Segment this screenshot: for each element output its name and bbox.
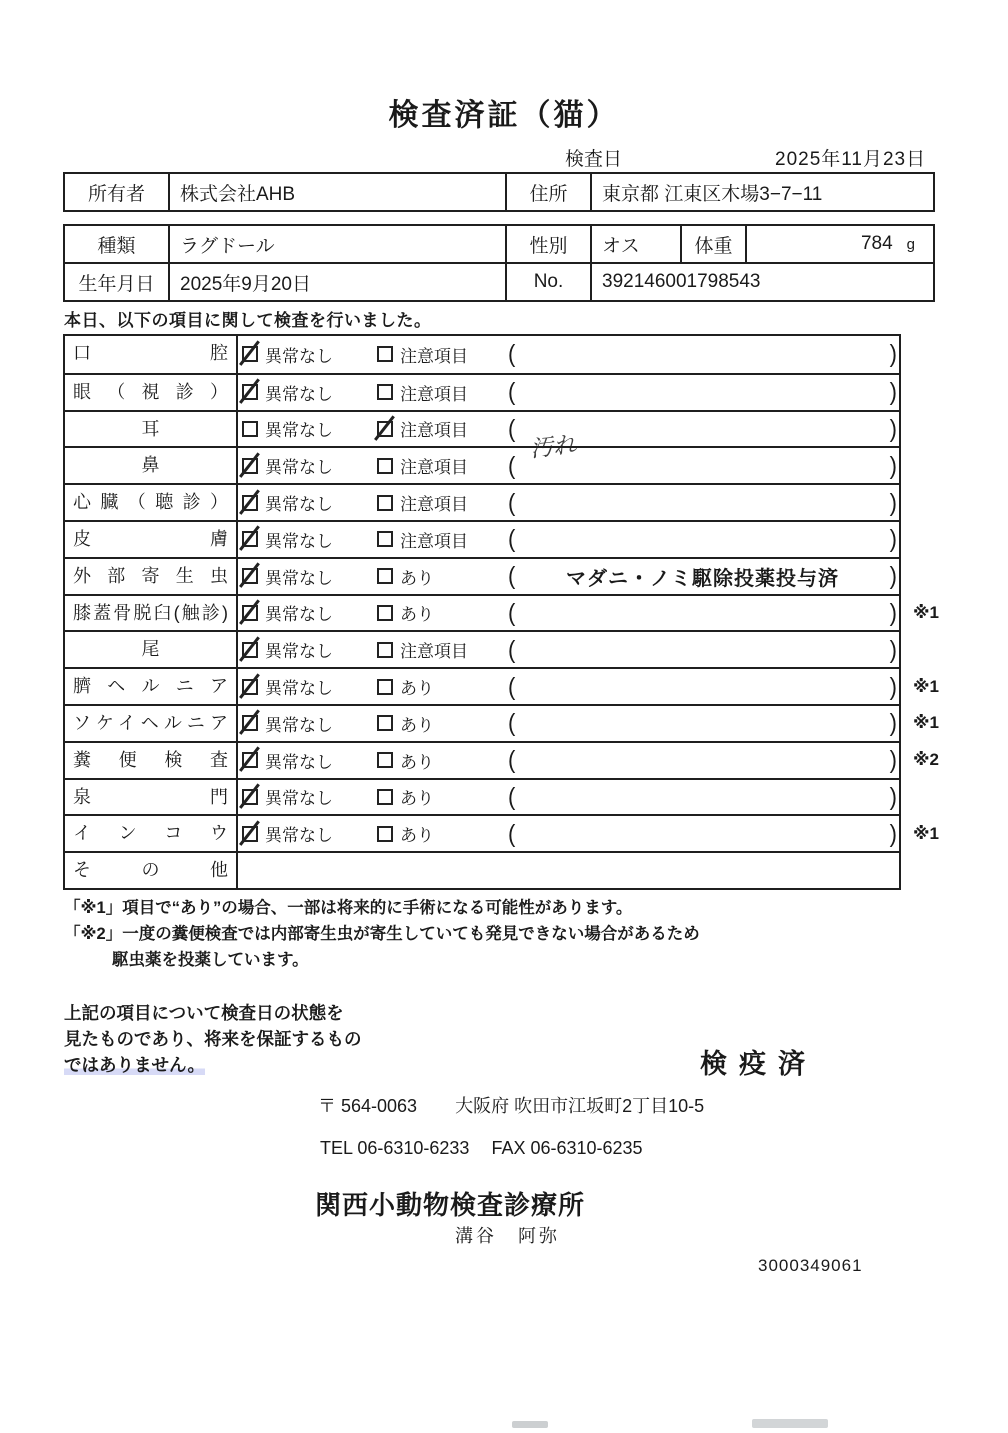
no-abnormality-group	[238, 380, 373, 405]
inspection-row	[65, 483, 899, 520]
attention-label: 注意項目	[400, 346, 468, 366]
breed-value: ラグドール	[170, 226, 507, 262]
finding-paren	[508, 634, 899, 664]
intro-text: 本日、以下の項目に関して検査を行いました。	[64, 311, 432, 330]
no-abnormality-group	[238, 416, 373, 441]
no-abnormality-group	[238, 711, 373, 736]
no-abnormality-group	[238, 527, 373, 552]
paren-close: )	[889, 782, 897, 811]
inspection-row	[65, 667, 939, 704]
attention-group	[373, 821, 508, 846]
no-abnormality-group	[238, 674, 373, 699]
paren-close: )	[889, 524, 897, 554]
attention-checkbox	[377, 568, 393, 584]
inspection-date-value: 2025年11月23日	[775, 149, 927, 170]
no-abnormality-label: 異常なし	[265, 789, 333, 809]
attention-checkbox	[377, 642, 393, 658]
breed-label: 種類	[65, 226, 170, 262]
inspection-row	[65, 410, 899, 464]
attention-group	[373, 490, 508, 515]
inspection-row	[65, 336, 899, 373]
attention-group	[373, 380, 508, 405]
no-abnormality-checkbox	[242, 752, 258, 768]
inspection-item-label: その他	[65, 853, 238, 888]
inspection-item-content	[238, 485, 899, 520]
attention-checkbox	[377, 346, 393, 362]
attention-label: 注意項目	[400, 458, 468, 478]
inspection-item-content	[238, 669, 899, 704]
finding-paren	[508, 671, 899, 701]
paren-close: )	[889, 708, 897, 738]
paren-close: )	[889, 377, 897, 406]
no-label: No.	[507, 264, 592, 300]
owner-label: 所有者	[65, 174, 170, 210]
weight-unit: g	[906, 235, 915, 253]
disclaimer-text	[64, 1000, 362, 1078]
inspection-item-content	[238, 780, 899, 815]
inspection-item-label: 糞便検査	[65, 743, 238, 778]
inspection-row	[65, 446, 899, 483]
paren-open: (	[508, 524, 516, 554]
finding-paren	[508, 562, 899, 591]
no-abnormality-label: 異常なし	[265, 826, 333, 846]
paren-close: )	[889, 598, 897, 627]
clinic-address: 大阪府 吹田市江坂町2丁目10-5	[455, 1096, 705, 1116]
finding-paren	[508, 412, 899, 464]
no-abnormality-checkbox	[242, 679, 258, 695]
paren-open: (	[508, 487, 516, 517]
finding-paren	[508, 818, 899, 848]
no-abnormality-checkbox	[242, 421, 258, 437]
paren-close: )	[889, 818, 897, 848]
sex-value: オス	[592, 226, 682, 262]
no-abnormality-checkbox	[242, 642, 258, 658]
paren-close: )	[889, 634, 897, 664]
inspection-item-label: ソケイヘルニア	[65, 706, 238, 741]
attention-label: 注意項目	[400, 642, 468, 662]
inspection-item-label: 心臓（聴診）	[65, 485, 238, 520]
paren-close: )	[889, 487, 897, 517]
no-abnormality-checkbox	[242, 495, 258, 511]
paren-open: (	[508, 339, 516, 369]
attention-checkbox	[377, 826, 393, 842]
owner-name: 株式会社AHB	[170, 174, 507, 210]
finding-value: 汚れ	[529, 432, 578, 464]
no-abnormality-group	[238, 600, 373, 625]
scan-artifact	[512, 1421, 548, 1428]
attention-group	[373, 416, 508, 441]
paren-close: )	[889, 745, 897, 774]
fax-number: FAX 06-6310-6235	[491, 1138, 643, 1158]
disclaimer-line-1: 上記の項目について検査日の状態を	[64, 1003, 344, 1023]
row-note: ※1	[913, 602, 939, 622]
weight-label: 体重	[682, 226, 747, 262]
attention-group	[373, 674, 508, 699]
no-abnormality-label: 異常なし	[265, 495, 333, 515]
no-abnormality-label: 異常なし	[265, 679, 333, 699]
inspection-row	[65, 557, 899, 594]
attention-group	[373, 527, 508, 552]
paren-open: (	[508, 782, 516, 811]
clinic-address-line	[318, 1092, 704, 1118]
attention-checkbox	[377, 679, 393, 695]
inspection-row	[65, 814, 939, 851]
weight-cell	[747, 226, 933, 262]
paren-open: (	[508, 377, 516, 406]
attention-checkbox	[377, 752, 393, 768]
no-abnormality-group	[238, 784, 373, 809]
no-abnormality-checkbox	[242, 458, 258, 474]
inspection-row	[65, 520, 899, 557]
no-abnormality-label: 異常なし	[265, 458, 333, 478]
inspection-row	[65, 630, 899, 667]
inspection-item-content	[238, 743, 899, 778]
inspection-row	[65, 594, 939, 631]
finding-paren	[508, 600, 899, 626]
clinic-name: 関西小動物検査診療所	[315, 1190, 586, 1220]
finding-paren	[508, 526, 899, 552]
paren-open: (	[508, 745, 516, 774]
tel-number: TEL 06-6310-6233	[320, 1138, 470, 1158]
inspection-row	[65, 741, 939, 778]
inspection-row	[65, 704, 939, 741]
inspection-item-content	[238, 412, 899, 464]
no-abnormality-checkbox	[242, 715, 258, 731]
postal-code: 〒 564-0063	[318, 1096, 418, 1116]
row-note: ※2	[913, 750, 939, 770]
inspection-item-content	[238, 632, 899, 667]
no-abnormality-label: 異常なし	[265, 421, 333, 441]
pet-row-2	[65, 262, 933, 300]
inspection-item-label: 皮膚	[65, 522, 238, 557]
inspection-item-content	[238, 336, 899, 373]
attention-group	[373, 600, 508, 625]
inspection-item-label: 尾	[65, 632, 238, 667]
no-abnormality-group	[238, 564, 373, 589]
inspection-row	[65, 851, 899, 888]
no-abnormality-group	[238, 637, 373, 662]
inspection-item-label: 眼（視診）	[65, 375, 238, 410]
no-abnormality-label: 異常なし	[265, 346, 333, 366]
attention-group	[373, 784, 508, 809]
weight-value: 784	[860, 233, 893, 254]
inspection-item-content	[238, 706, 899, 741]
owner-address-label: 住所	[507, 174, 592, 210]
birth-label: 生年月日	[65, 264, 170, 300]
paren-open: (	[508, 450, 516, 480]
attention-label: あり	[400, 789, 434, 809]
attention-checkbox	[377, 495, 393, 511]
no-abnormality-label: 異常なし	[265, 384, 333, 404]
attention-checkbox	[377, 458, 393, 474]
paren-open: (	[508, 708, 516, 738]
owner-address: 東京都 江東区木場3−7−11	[602, 183, 823, 205]
attention-label: あり	[400, 715, 434, 735]
pet-table	[63, 224, 935, 302]
paren-close: )	[889, 414, 897, 443]
attention-checkbox	[377, 715, 393, 731]
no-abnormality-label: 異常なし	[265, 568, 333, 588]
paren-close: )	[889, 671, 897, 701]
attention-label: 注意項目	[400, 421, 468, 441]
attention-label: あり	[400, 679, 434, 699]
inspection-item-content	[238, 559, 899, 594]
attention-label: あり	[400, 605, 434, 625]
attention-label: あり	[400, 752, 434, 772]
birth-value: 2025年9月20日	[170, 264, 507, 300]
no-abnormality-group	[238, 748, 373, 773]
inspection-item-label: 泉門	[65, 780, 238, 815]
no-abnormality-label: 異常なし	[265, 642, 333, 662]
scan-artifact	[752, 1419, 828, 1428]
no-abnormality-group	[238, 821, 373, 846]
inspection-item-content	[238, 816, 899, 851]
examiner-name: 溝谷 阿弥	[455, 1226, 560, 1246]
inspection-item-label: 臍ヘルニア	[65, 669, 238, 704]
disclaimer-line-2: 見たものであり、将来を保証するもの	[64, 1029, 362, 1049]
paren-open: (	[508, 634, 516, 664]
page-title: 検査済証（猫）	[388, 99, 620, 132]
inspection-date-label: 検査日	[565, 149, 623, 170]
owner-row	[65, 174, 933, 210]
finding-paren	[508, 747, 899, 773]
attention-group	[373, 748, 508, 773]
no-abnormality-checkbox	[242, 568, 258, 584]
finding-paren	[508, 341, 899, 367]
row-note: ※1	[913, 713, 939, 733]
no-abnormality-group	[238, 490, 373, 515]
finding-value: マダニ・ノミ駆除投薬投与済	[566, 567, 839, 590]
no-abnormality-group	[238, 342, 373, 367]
inspection-table	[63, 334, 939, 890]
row-note: ※1	[913, 823, 939, 843]
paren-open: (	[508, 598, 516, 627]
row-note: ※1	[913, 676, 939, 696]
attention-group	[373, 711, 508, 736]
paren-close: )	[889, 450, 897, 480]
inspection-item-content	[238, 522, 899, 557]
no-abnormality-checkbox	[242, 789, 258, 805]
no-abnormality-group	[238, 453, 373, 478]
inspection-item-label: インコウ	[65, 816, 238, 851]
attention-checkbox	[377, 384, 393, 400]
quarantine-stamp: 検疫済	[700, 1049, 817, 1079]
footnote-1: 「※1」項目で“あり”の場合、一部は将来的に手術になる可能性があります。	[64, 899, 633, 917]
footnote-3: 駆虫薬を投薬しています。	[112, 951, 309, 969]
no-abnormality-label: 異常なし	[265, 715, 333, 735]
sex-label: 性別	[507, 226, 592, 262]
attention-group	[373, 564, 508, 589]
attention-label: あり	[400, 568, 434, 588]
attention-group	[373, 637, 508, 662]
inspection-item-content	[238, 448, 899, 483]
footnote-2: 「※2」一度の糞便検査では内部寄生虫が寄生していても発見できない場合があるため	[64, 925, 700, 943]
paren-close: )	[889, 561, 897, 590]
attention-checkbox	[377, 789, 393, 805]
inspection-item-label: 口腔	[65, 336, 238, 373]
finding-paren	[508, 710, 899, 736]
finding-paren	[508, 450, 899, 480]
attention-label: 注意項目	[400, 384, 468, 404]
paren-close: )	[889, 339, 897, 369]
inspection-item-content	[238, 596, 899, 631]
paren-open: (	[508, 818, 516, 848]
attention-checkbox	[377, 421, 393, 437]
paren-open: (	[508, 561, 516, 590]
serial-number: 3000349061	[758, 1256, 863, 1275]
attention-checkbox	[377, 605, 393, 621]
pet-row-1	[65, 226, 933, 262]
inspection-item-label: 膝蓋骨脱臼(触診)	[65, 596, 238, 631]
attention-group	[373, 453, 508, 478]
no-abnormality-checkbox	[242, 384, 258, 400]
tel-fax-line	[320, 1138, 643, 1159]
inspection-item-label: 外部寄生虫	[65, 559, 238, 594]
paren-open: (	[508, 414, 516, 443]
inspection-item-label: 鼻	[65, 448, 238, 483]
finding-paren	[508, 487, 899, 517]
disclaimer-line-3: ではありません。	[64, 1055, 206, 1075]
inspection-item-content	[238, 853, 899, 888]
finding-paren	[508, 784, 899, 810]
no-abnormality-checkbox	[242, 826, 258, 842]
no-abnormality-checkbox	[242, 605, 258, 621]
attention-label: あり	[400, 826, 434, 846]
no-abnormality-checkbox	[242, 346, 258, 362]
no-value: 392146001798543	[602, 271, 761, 292]
paren-open: (	[508, 671, 516, 701]
no-abnormality-checkbox	[242, 531, 258, 547]
attention-label: 注意項目	[400, 495, 468, 515]
no-abnormality-label: 異常なし	[265, 752, 333, 772]
no-abnormality-label: 異常なし	[265, 531, 333, 551]
attention-group	[373, 342, 508, 367]
inspection-item-label: 耳	[65, 412, 238, 447]
attention-checkbox	[377, 531, 393, 547]
attention-label: 注意項目	[400, 531, 468, 551]
owner-table	[63, 172, 935, 212]
inspection-row	[65, 778, 899, 815]
no-abnormality-label: 異常なし	[265, 605, 333, 625]
